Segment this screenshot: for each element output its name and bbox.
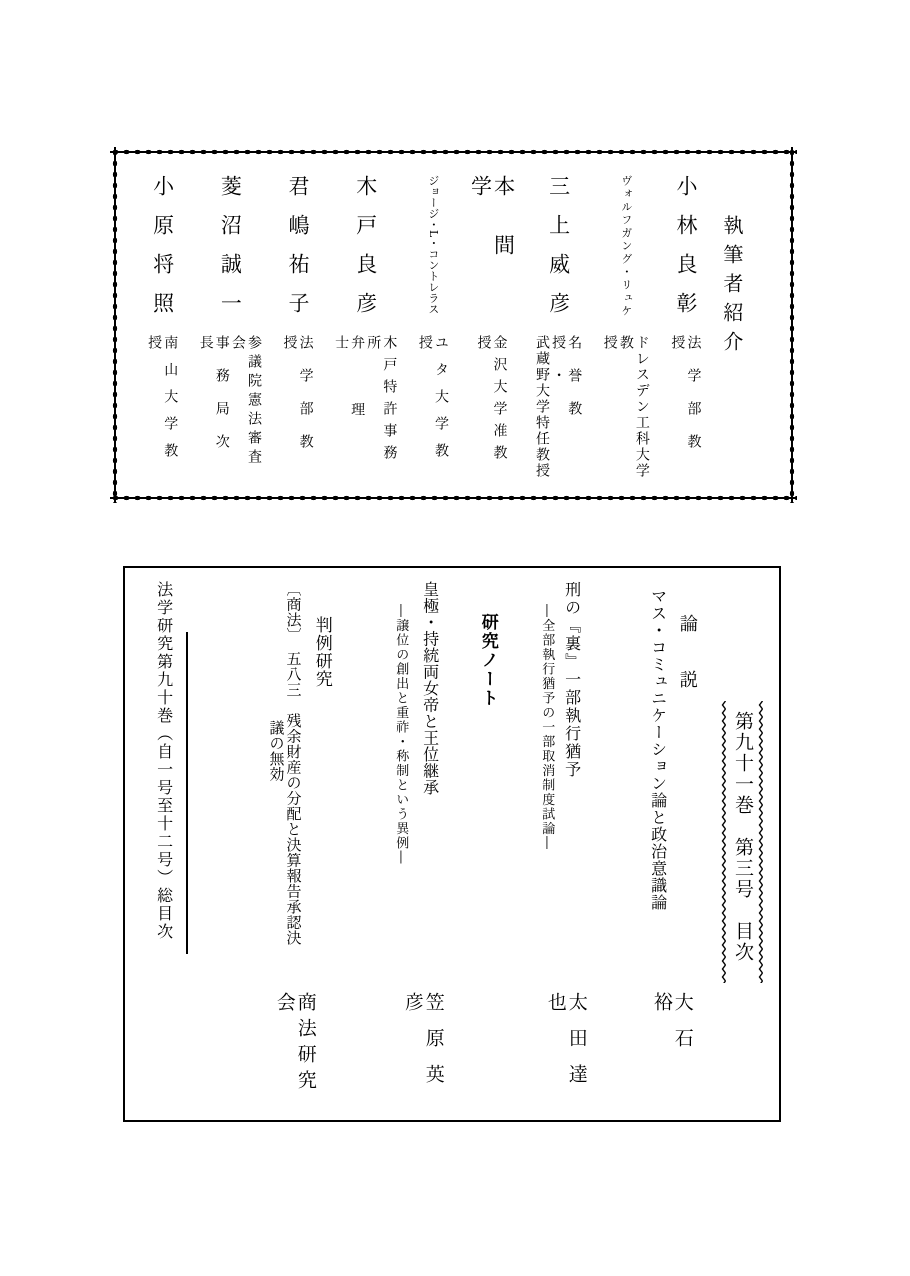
contributor-name: 木戸良彦 [353,175,378,331]
article-author: 太田達也 [544,992,588,1100]
toc-box [123,566,781,1122]
contributor-entry [333,175,397,487]
contributor-entry [468,175,514,487]
issue-heading-text: 第九十一巻 第三号 目次 [732,711,754,963]
affiliation-line: 法学部教授 [669,335,702,467]
contributor-entry [534,175,582,487]
contributor-name: ヴォルフガング・リュケ [619,175,633,318]
affiliation-line: 武蔵野大学特任教授 [534,335,551,479]
affiliation-line: ユタ大学教授 [416,335,449,470]
contributors-title: 執筆者紹介 [719,215,744,360]
contributor-entry [146,175,178,487]
contributor-affiliation [602,335,650,485]
case-study-line-1: 〔商法〕 五八三 残余財産の分配と決算報告承認決 [284,581,303,946]
affiliation-line: 弁理士 [333,335,366,469]
article-author: 大石 裕 [650,992,694,1100]
contributor-affiliation [198,335,262,485]
contributor-name: 君嶋祐子 [286,175,311,331]
contributor-name: 小原将照 [150,175,175,331]
affiliation-line: 法学部教授 [281,335,314,467]
decorative-bead-border-bottom [110,493,797,503]
article-title: マス・コミュニケーション論と政治意識論 [648,588,668,911]
contributor-affiliation [534,335,582,485]
decorative-bead-border-right [787,147,797,503]
article-subtitle: ―全部執行猶予の一部取消制度試論― [539,604,555,851]
case-study-author: 商法研究会 [273,992,317,1096]
contributor-name: ジョージ・L・コントレラス [426,175,440,315]
contributor-entry [281,175,313,487]
decorative-bead-border-left [110,147,120,503]
affiliation-line: 参議院憲法審査会 [229,335,262,468]
affiliation-line: 名誉教授・ [550,335,583,434]
section-label-case-study: 判例研究 [311,616,332,688]
contributor-entry [198,175,262,487]
contributor-affiliation [475,335,507,485]
wavy-rule-right [758,701,764,983]
contributor-affiliation [146,335,178,485]
research-note-title: 皇極・持統両女帝と王位継承 [420,581,440,796]
issue-heading [721,701,764,983]
affiliation-line: 教授 [601,335,634,469]
contributor-affiliation [333,335,397,485]
contributor-name: 三上威彦 [546,175,571,331]
section-label-research-note: 研究ノート [477,613,498,708]
general-toc-rule [186,632,188,954]
case-study-line-2: 議の無効 [267,720,286,782]
affiliation-line: 金沢大学准教授 [475,335,508,467]
research-note-subtitle: ―譲位の創出と重祚・称制という異例― [393,604,409,865]
research-note-author: 笠原英彦 [401,992,445,1100]
contributor-entry [669,175,701,487]
article-title: 刑の『裏』一部執行猶予 [562,581,582,779]
affiliation-line: 木戸特許事務所 [365,335,398,467]
contributor-entry [602,175,650,487]
contributor-affiliation [669,335,701,485]
wavy-rule-left [721,701,727,983]
affiliation-line: 南山大学教授 [146,335,179,470]
contributor-affiliation [281,335,313,485]
decorative-bead-border-top [110,147,797,157]
contributor-name: 小林良彰 [673,175,698,331]
contributors-content [120,157,787,493]
contributors-box [110,147,797,503]
general-toc-title: 法学研究第九十巻（自一号至十二号）総目次 [154,581,174,941]
contributor-name: 菱沼誠一 [218,175,243,331]
contributor-entry [417,175,449,487]
section-label-articles: 論 説 [676,614,698,698]
contributor-affiliation [417,335,449,485]
affiliation-line: ドレスデン工科大学 [633,335,650,479]
contributor-name: 本間学 [468,175,516,293]
affiliation-line: 事務局次長 [197,335,230,467]
